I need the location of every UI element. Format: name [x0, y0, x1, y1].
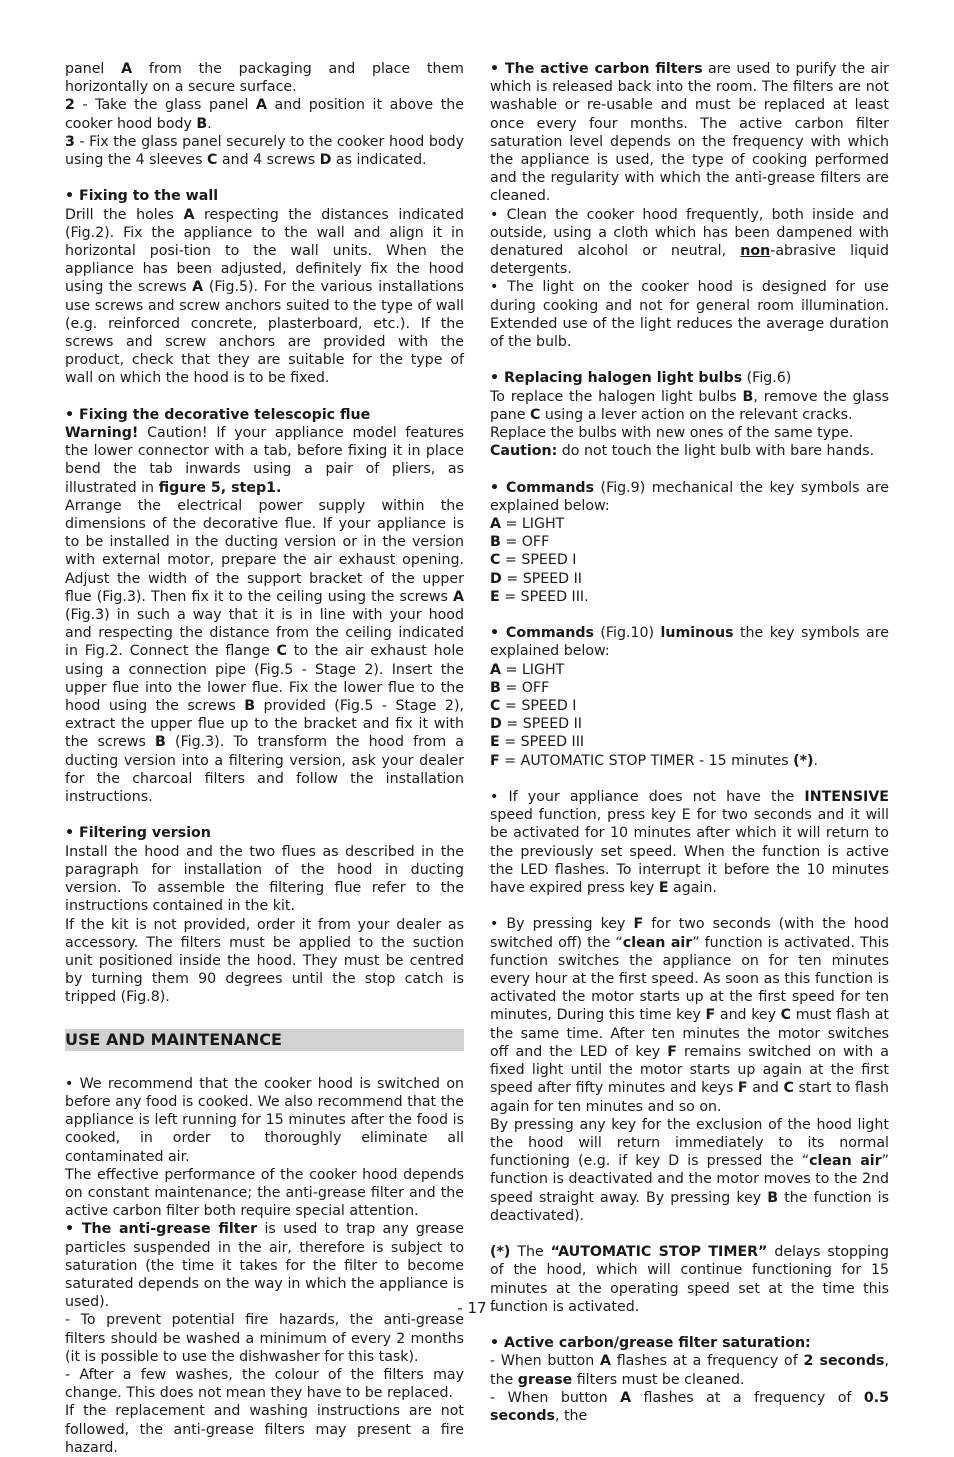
key-legend-item: C = SPEED I	[490, 698, 577, 715]
paragraph: Replace the bulbs with new ones of the same type.	[490, 425, 854, 442]
subheading-halogen-bulbs: • Replacing halogen light bulbs (Fig.6)	[490, 370, 792, 387]
key-legend-item: F = AUTOMATIC STOP TIMER - 15 minutes (*).	[490, 752, 819, 769]
paragraph: • We recommend that the cooker hood is switched on before any food is cooked. We also recommend that the appliance is left running for 15 minutes after the food is cooked, in order to thoroughly eliminate all contaminated air.	[65, 1075, 464, 1165]
paragraph: • By pressing key F for two seconds (with the hood switched off) the “clean air” function is activated. This function switches the appliance on for ten minutes every hour at the first speed. As soon as this function is activated the motor starts up at the first speed for ten minutes, During this time key F and key C must flash at the same time. After ten minutes the motor switches off and the LED of key F remains switched on with a fixed light until the motor starts up again at the first speed after fifty minutes and keys F and C start to flash again for ten minutes and so on.	[490, 916, 889, 1115]
page-number: - 17 -	[457, 1299, 497, 1317]
paragraph: - When button A flashes at a frequency of 2 seconds, the grease filters must be cleaned.	[490, 1353, 889, 1388]
paragraph: - To prevent potential fire hazards, the anti-grease filters should be washed a minimum of every 2 months (it is possible to use the dishwasher for this task).	[65, 1312, 464, 1365]
paragraph: • The active carbon filters are used to purify the air which is released back into the room. The filters are not washable or re-usable and must be replaced at least once every four months. The active carbon filter saturation level depends on the frequency with which the appliance is used, the type of cooking performed and the regularity with which the anti-grease filters are cleaned.	[490, 61, 889, 205]
subheading-filter-saturation: • Active carbon/grease filter saturation:	[490, 1335, 811, 1352]
key-legend-item: D = SPEED II	[490, 570, 582, 587]
paragraph: - After a few washes, the colour of the filters may change. This does not mean they have to be replaced.	[65, 1366, 464, 1402]
paragraph: The effective performance of the cooker hood depends on constant maintenance; the anti-grease filter and the active carbon filter both require special attention.	[65, 1166, 464, 1220]
key-legend-item: B = OFF	[490, 534, 550, 551]
key-legend-item: D = SPEED II	[490, 716, 582, 733]
paragraph: • The anti-grease filter is used to trap any grease particles suspended in the air, therefore is subject to saturation (the time it takes for the filter to become saturated depends on the way in which the appliance is used).	[65, 1221, 464, 1311]
key-legend-item: E = SPEED III	[490, 734, 585, 751]
caution-paragraph: Caution: do not touch the light bulb with bare hands.	[490, 443, 875, 460]
paragraph: panel A from the packaging and place them horizontally on a secure surface.	[65, 61, 464, 96]
right-column	[490, 60, 889, 1425]
paragraph: 2 - Take the glass panel A and position it above the cooker hood body B.	[65, 97, 465, 132]
subheading-fixing-wall: • Fixing to the wall	[65, 188, 219, 205]
commands-fig10-intro: • Commands (Fig.10) luminous the key symbols are explained below:	[490, 625, 889, 660]
key-legend-item: C = SPEED I	[490, 552, 577, 569]
paragraph: Arrange the electrical power supply within the dimensions of the decorative flue. If your appliance is to be installed in the ducting version or in the version with external motor, prepare the air exhaust opening. Adjust the width of the support bracket of the upper flue (Fig.3). Then fix it to the ceiling using the screws A (Fig.3) in such a way that it is in line with your hood and respecting the distance from the ceiling indicated in Fig.2. Connect the flange C to the air exhaust hole using a connection pipe (Fig.5 - Stage 2). Insert the upper flue into the lower flue. Fix the lower flue to the hood using the screws B provided (Fig.5 - Stage 2), extract the upper flue up to the bracket and fix it with the screws B (Fig.3). To transform the hood from a ducting version into a filtering version, ask your dealer for the charcoal filters and follow the installation instructions.	[65, 497, 464, 806]
commands-fig9-intro: • Commands (Fig.9) mechanical the key symbols are explained below:	[490, 479, 889, 514]
commands-fig9-list	[490, 515, 889, 606]
subheading-telescopic-flue: • Fixing the decorative telescopic flue	[65, 406, 371, 423]
paragraph: 3 - Fix the glass panel securely to the cooker hood body using the 4 sleeves C and 4 screws D as indicated.	[65, 133, 464, 169]
paragraph: By pressing any key for the exclusion of the hood light the hood will return immediately to its normal functioning (e.g. if key D is pressed the “clean air” function is deactivated and the motor moves to the 2nd speed straight away. By pressing key B the function is deactivated).	[490, 1116, 889, 1224]
key-legend-item: A = LIGHT	[490, 516, 565, 533]
paragraph: • Clean the cooker hood frequently, both inside and outside, using a cloth which has been dampened with denatured alcohol or neutral, non-abrasive liquid detergents.	[490, 206, 889, 278]
paragraph: • If your appliance does not have the INTENSIVE speed function, press key E for two seconds and it will be activated for 10 minutes after which it will return to the previously set speed. When the function is active the LED flashes. To interrupt it before the 10 minutes have expired press key E again.	[490, 789, 889, 897]
warning-paragraph: Warning! Caution! If your appliance model features the lower connector with a tab, before fixing it in place bend the tab inwards using a pair of pliers, as illustrated in figure 5, step1.	[65, 425, 464, 496]
paragraph: If the kit is not provided, order it from your dealer as accessory. The filters must be applied to the suction unit positioned inside the hood. They must be centred by turning them 90 degrees until the stop catch is tripped (Fig.8).	[65, 916, 464, 1006]
paragraph: (*) The “AUTOMATIC STOP TIMER” delays stopping of the hood, which will continue functioning for 15 minutes at the operating speed set at the time this function is activated.	[490, 1244, 889, 1315]
key-legend-item: B = OFF	[490, 679, 550, 696]
paragraph: Drill the holes A respecting the distances indicated (Fig.2). Fix the appliance to the wall and align it in horizontal posi-tion to the wall units. When the appliance has been adjusted, definitely fix the hood using the screws A (Fig.5). For the various installations use screws and screw anchors suited to the type of wall (e.g. reinforced concrete, plasterboard, etc.). If the screws and screw anchors are provided with the product, check that they are suitable for the type of wall on which the hood is to be fixed.	[65, 206, 464, 387]
commands-fig10-list	[490, 661, 889, 770]
left-column	[65, 60, 464, 1457]
paragraph: Install the hood and the two flues as described in the paragraph for installation of the hood in ducting version. To assemble the filtering flue refer to the instructions contained in the kit.	[65, 843, 464, 915]
section-title-use-maintenance: USE AND MAINTENANCE	[65, 1029, 464, 1051]
subheading-filtering-version: • Filtering version	[65, 825, 211, 842]
paragraph: To replace the halogen light bulbs B, remove the glass pane C using a lever action on the relevant cracks.	[490, 388, 889, 423]
paragraph: - When button A flashes at a frequency of 0.5 seconds, the	[490, 1389, 889, 1424]
paragraph: • The light on the cooker hood is designed for use during cooking and not for general room illumination. Extended use of the light reduces the average duration of the bulb.	[490, 279, 889, 351]
key-legend-item: A = LIGHT	[490, 661, 565, 678]
paragraph: If the replacement and washing instructions are not followed, the anti-grease filters may present a fire hazard.	[65, 1403, 464, 1456]
key-legend-item: E = SPEED III.	[490, 588, 589, 605]
